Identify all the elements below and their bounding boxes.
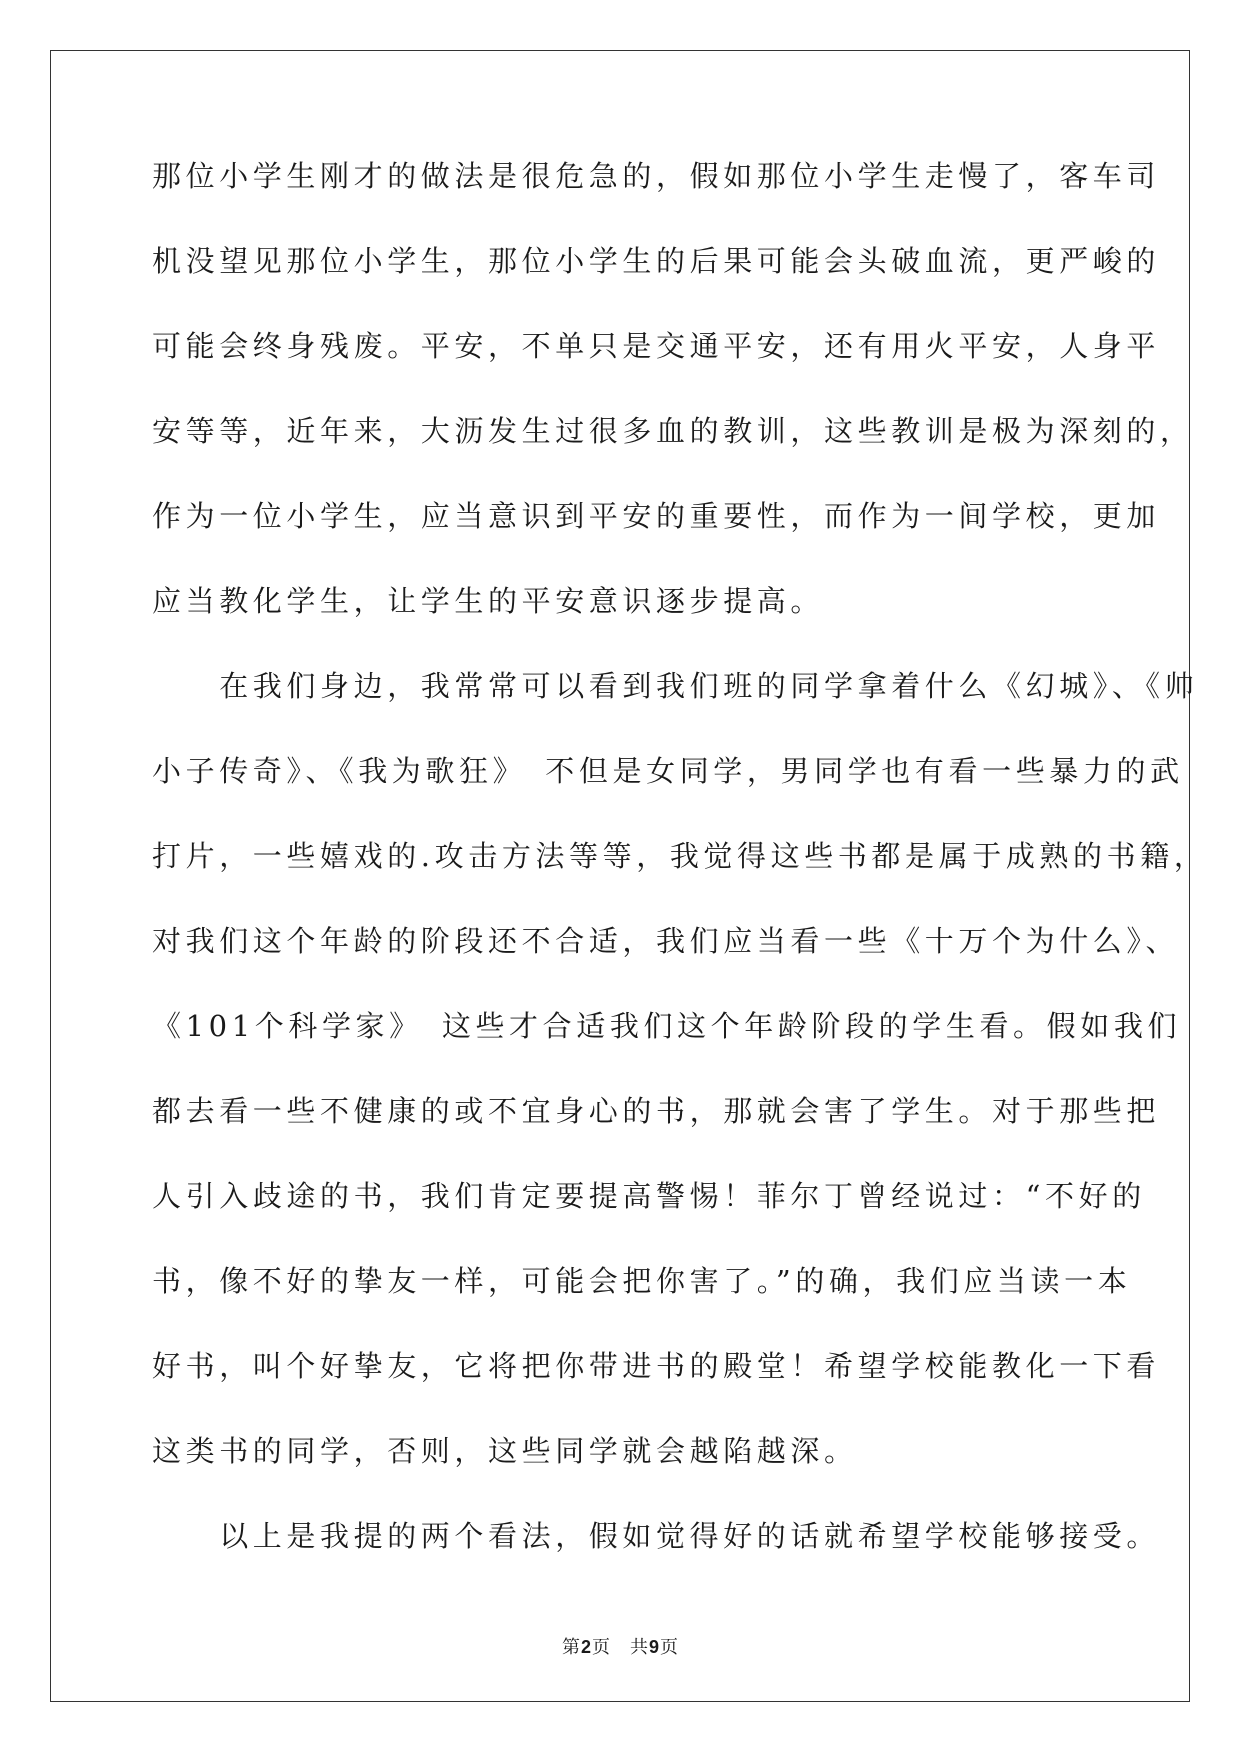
paragraph-line: 以上是我提的两个看法，假如觉得好的话就希望学校能够接受。	[152, 1519, 1161, 1553]
total-unit: 页	[660, 1637, 680, 1658]
paragraph-line: 书，像不好的挚友一样，可能会把你害了。”的确，我们应当读一本	[152, 1264, 1132, 1298]
paragraph-line: 都去看一些不健康的或不宜身心的书，那就会害了学生。对于那些把	[152, 1094, 1161, 1128]
paragraph-line: 好书，叫个好挚友，它将把你带进书的殿堂！希望学校能教化一下看	[152, 1349, 1161, 1383]
page-number: 2	[580, 1637, 592, 1657]
paragraph-line: 人引入歧途的书，我们肯定要提高警惕！菲尔丁曾经说过：“不好的	[152, 1179, 1146, 1213]
document-body	[152, 158, 1208, 1603]
paragraph-line: 对我们这个年龄的阶段还不合适，我们应当看一些《十万个为什么》、	[152, 924, 1180, 958]
paragraph-line: 《101个科学家》 这些才合适我们这个年龄阶段的学生看。假如我们	[152, 1009, 1182, 1043]
paragraph-line: 在我们身边，我常常可以看到我们班的同学拿着什么《幻城》、《帅	[152, 669, 1199, 703]
paragraph-line: 应当教化学生，让学生的平安意识逐步提高。	[152, 584, 825, 618]
paragraph-line: 安等等，近年来，大沥发生过很多血的教训，这些教训是极为深刻的，	[152, 414, 1194, 448]
paragraph-line: 小子传奇》、《我为歌狂》 不但是女同学，男同学也有看一些暴力的武	[152, 754, 1184, 788]
paragraph-line: 这类书的同学，否则，这些同学就会越陷越深。	[152, 1434, 858, 1468]
paragraph-line: 可能会终身残废。平安，不单只是交通平安，还有用火平安，人身平	[152, 329, 1161, 363]
page-unit: 页	[592, 1637, 611, 1658]
paragraph-line: 打片，一些嬉戏的.攻击方法等等，我觉得这些书都是属于成熟的书籍，	[152, 839, 1208, 873]
total-prefix: 共	[630, 1637, 649, 1658]
paragraph-line: 机没望见那位小学生，那位小学生的后果可能会头破血流，更严峻的	[152, 244, 1161, 278]
paragraph-line: 作为一位小学生，应当意识到平安的重要性，而作为一间学校，更加	[152, 499, 1161, 533]
page-total: 9	[649, 1637, 661, 1657]
page-prefix: 第	[561, 1637, 581, 1658]
page-footer	[0, 1636, 1241, 1659]
paragraph-line: 那位小学生刚才的做法是很危急的，假如那位小学生走慢了，客车司	[152, 159, 1161, 193]
